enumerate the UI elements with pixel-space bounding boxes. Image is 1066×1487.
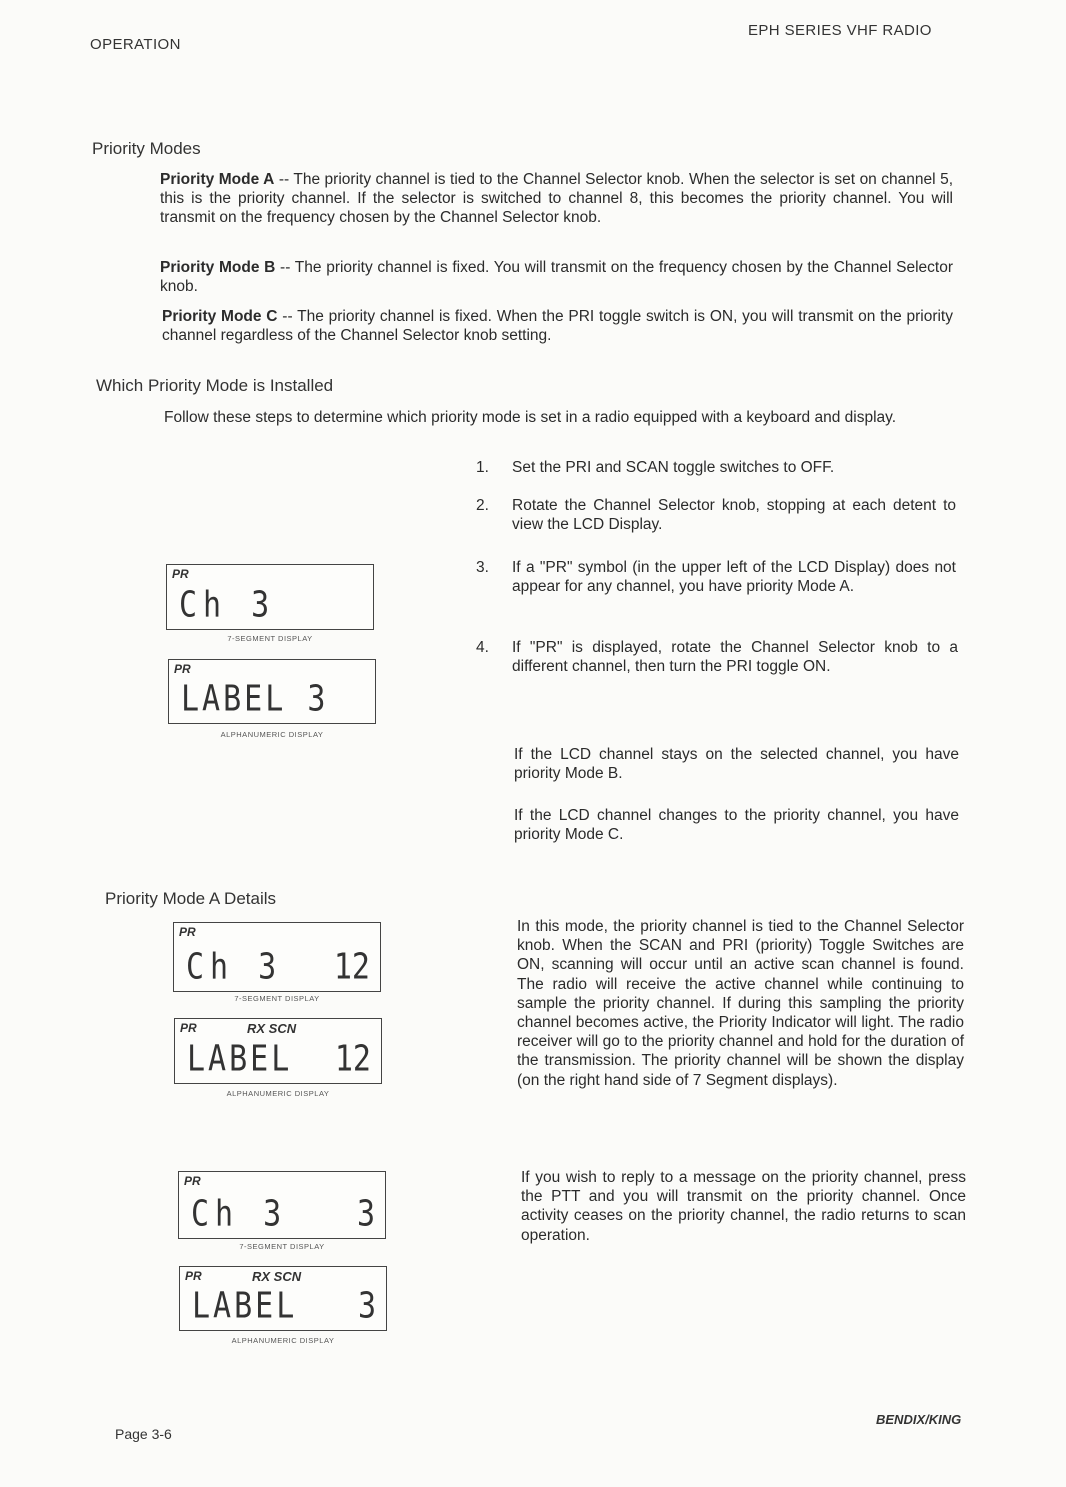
step-text: Set the PRI and SCAN toggle switches to OFF. [512, 459, 835, 476]
pr-indicator: PR [180, 1021, 197, 1035]
step-text: If a "PR" symbol (in the upper left of the LCD Display) does not appear for any channel, you have priority Mode A. [512, 559, 956, 595]
reply-paragraph: If you wish to reply to a message on the priority channel, press the PTT and you will transmit on the priority channel. Once activity ceases on the priority channel, the radio returns to scan operation. [521, 1169, 966, 1244]
step-2 [476, 496, 956, 538]
priority-channel-number: 12 [333, 946, 370, 988]
pr-indicator: PR [172, 567, 189, 581]
priority-channel-number: 3 [357, 1285, 376, 1327]
document-title: EPH SERIES VHF RADIO [748, 22, 932, 39]
lcd-main-text: LABEL [187, 1038, 293, 1080]
display-caption: ALPHANUMERIC DISPLAY [231, 1336, 335, 1345]
lcd-display [178, 1171, 386, 1239]
heading-which-installed: Which Priority Mode is Installed [96, 376, 334, 395]
pr-indicator: PR [184, 1174, 201, 1188]
lcd-main-text: LABEL 3 [181, 678, 329, 720]
heading-priority-modes: Priority Modes [92, 139, 201, 158]
page-number: Page 3-6 [115, 1426, 172, 1442]
mode-a-details-paragraph: In this mode, the priority channel is tied to the Channel Selector knob. When the SCAN and PRI (priority) Toggle Switches are ON, scanning will occur until an active scan channel is found. The radio will receive the active channel while continuing to sample the priority channel. If during this sampling the priority channel becomes active, the Priority Indicator will light. The radio receiver will go to the priority channel and hold for the duration of the transmission. The priority channel will be shown the display (on the right hand side of 7 Segment displays). [517, 918, 964, 1089]
heading-mode-a-details: Priority Mode A Details [105, 889, 277, 908]
lcd-main-text: LABEL [192, 1285, 298, 1327]
pr-indicator: PR [179, 925, 196, 939]
lcd-main-text: Ch 3 [186, 946, 283, 988]
step-1 [476, 458, 908, 480]
lcd-display [174, 1018, 382, 1084]
pr-indicator: PR [185, 1269, 202, 1283]
display-caption: 7-SEGMENT DISPLAY [227, 634, 313, 643]
section-header: OPERATION [90, 36, 181, 53]
installed-intro: Follow these steps to determine which priority mode is set in a radio equipped with a keyboard and display. [164, 409, 897, 426]
rx-scn-indicator: RX SCN [247, 1021, 297, 1036]
step-4 [476, 638, 958, 700]
step-text: If "PR" is displayed, rotate the Channel Selector knob to a different channel, then turn the PRI toggle ON. [512, 639, 958, 675]
display-caption: ALPHANUMERIC DISPLAY [220, 730, 324, 739]
lcd-display [168, 659, 376, 724]
step-3 [476, 558, 956, 620]
mode-a-label: Priority Mode A [160, 171, 275, 188]
priority-channel-number: 3 [356, 1193, 375, 1235]
priority-channel-number: 12 [334, 1038, 371, 1080]
rx-scn-indicator: RX SCN [252, 1269, 302, 1284]
display-caption: ALPHANUMERIC DISPLAY [226, 1089, 330, 1098]
lcd-display [179, 1266, 387, 1331]
mode-b-paragraph [160, 258, 953, 296]
mode-c-paragraph [162, 307, 953, 345]
step-text: Rotate the Channel Selector knob, stopping at each detent to view the LCD Display. [512, 497, 956, 533]
step-number: 2. [476, 497, 489, 514]
mode-b-label: Priority Mode B [160, 259, 276, 276]
lcd-display [166, 564, 374, 630]
mode-a-paragraph [160, 170, 953, 227]
pr-indicator: PR [174, 662, 191, 676]
step-number: 1. [476, 459, 489, 476]
display-caption: 7-SEGMENT DISPLAY [239, 1242, 325, 1251]
mode-c-label: Priority Mode C [162, 308, 278, 325]
lcd-display [173, 922, 381, 992]
brand-logo: BENDIX/KING [876, 1412, 962, 1427]
mode-c-text: -- The priority channel is fixed. When the PRI toggle switch is ON, you will transmit on the priority channel regardless of the Channel Selector knob setting. [162, 308, 953, 344]
step-number: 3. [476, 559, 489, 576]
mode-b-text: -- The priority channel is fixed. You will transmit on the frequency chosen by the Channel Selector knob. [160, 259, 953, 295]
result-mode-c: If the LCD channel changes to the priority channel, you have priority Mode C. [514, 807, 959, 843]
result-mode-b: If the LCD channel stays on the selected channel, you have priority Mode B. [514, 746, 959, 782]
mode-a-text: -- The priority channel is tied to the Channel Selector knob. When the selector is set on channel 5, this is the priority channel. If the selector is switched to channel 8, this becomes the priority channel. You will transmit on the frequency chosen by the Channel Selector knob. [160, 171, 954, 226]
lcd-main-text: Ch 3 [179, 584, 276, 626]
step-number: 4. [476, 639, 489, 656]
display-caption: 7-SEGMENT DISPLAY [234, 994, 320, 1003]
lcd-main-text: Ch 3 [191, 1193, 288, 1235]
